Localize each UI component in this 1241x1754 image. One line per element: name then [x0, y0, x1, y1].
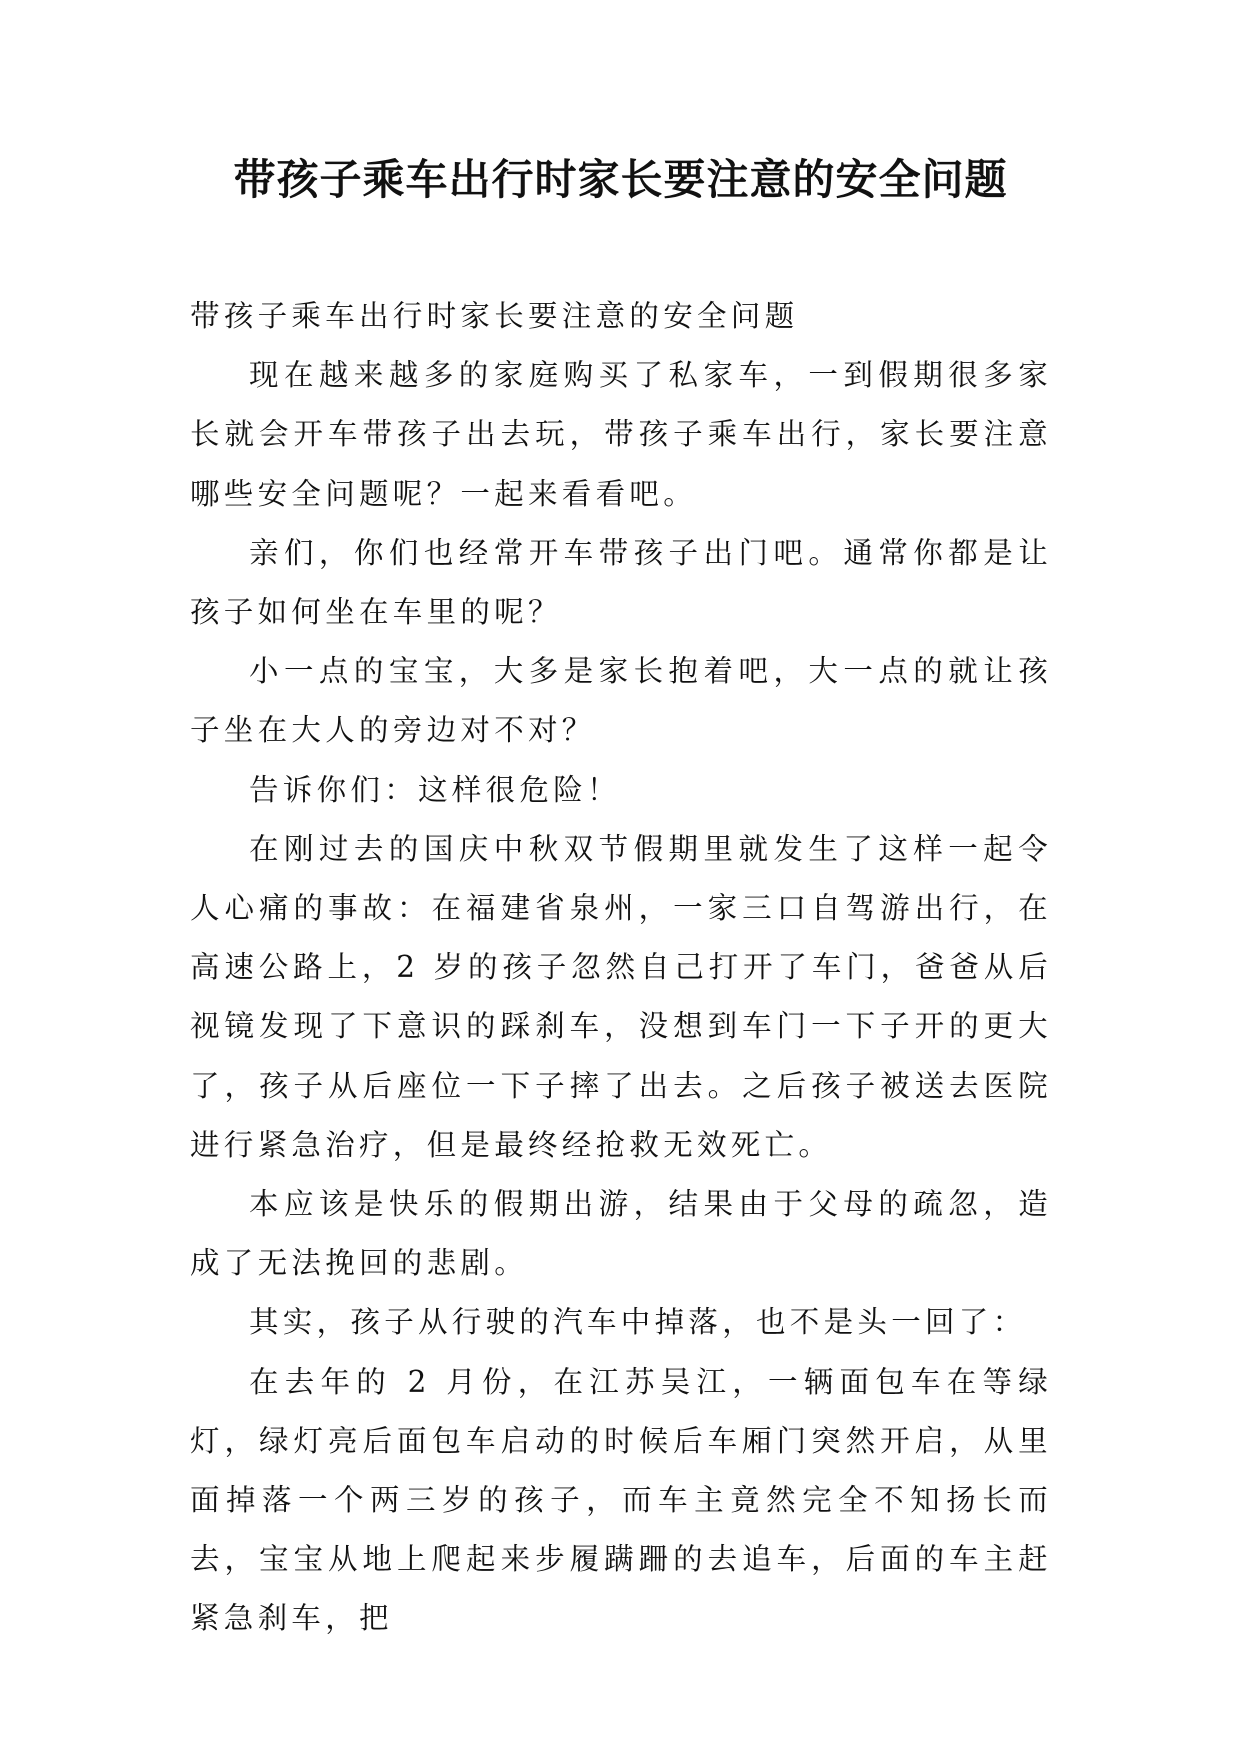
- paragraph: 在刚过去的国庆中秋双节假期里就发生了这样一起令人心痛的事故：在福建省泉州，一家三口自驾游出行，在高速公路上，2 岁的孩子忽然自己打开了车门，爸爸从后视镜发现了下意识的踩刹车，没想到车门一下子开的更大了，孩子从后座位一下子摔了出去。之后孩子被送去医院进行紧急治疗，但是最终经抢救无效死亡。: [190, 831, 1052, 1162]
- paragraph: 小一点的宝宝，大多是家长抱着吧，大一点的就让孩子坐在大人的旁边对不对？: [190, 654, 1052, 748]
- paragraph: 亲们，你们也经常开车带孩子出门吧。通常你都是让孩子如何坐在车里的呢？: [190, 535, 1052, 630]
- paragraph: 告诉你们：这样很危险！: [249, 772, 621, 807]
- paragraph-subtitle: 带孩子乘车出行时家长要注意的安全问题: [190, 299, 799, 333]
- paragraph: 在去年的 2 月份，在江苏吴江，一辆面包车在等绿灯，绿灯亮后面包车启动的时候后车厢门突然开启，从里面掉落一个两三岁的孩子，而车主竟然完全不知扬长而去，宝宝从地上爬起来步履蹒跚的去追车，后面的车主赶紧急刹车，把: [190, 1364, 1052, 1636]
- document-title: 带孩子乘车出行时家长要注意的安全问题: [233, 155, 1008, 204]
- paragraph: 其实，孩子从行驶的汽车中掉落，也不是头一回了：: [249, 1305, 1027, 1340]
- paragraph: 本应该是快乐的假期出游，结果由于父母的疏忽，造成了无法挽回的悲剧。: [190, 1187, 1052, 1281]
- paragraph: 现在越来越多的家庭购买了私家车，一到假期很多家长就会开车带孩子出去玩，带孩子乘车出行，家长要注意哪些安全问题呢？一起来看看吧。: [190, 358, 1052, 511]
- document-body: [190, 287, 1052, 1649]
